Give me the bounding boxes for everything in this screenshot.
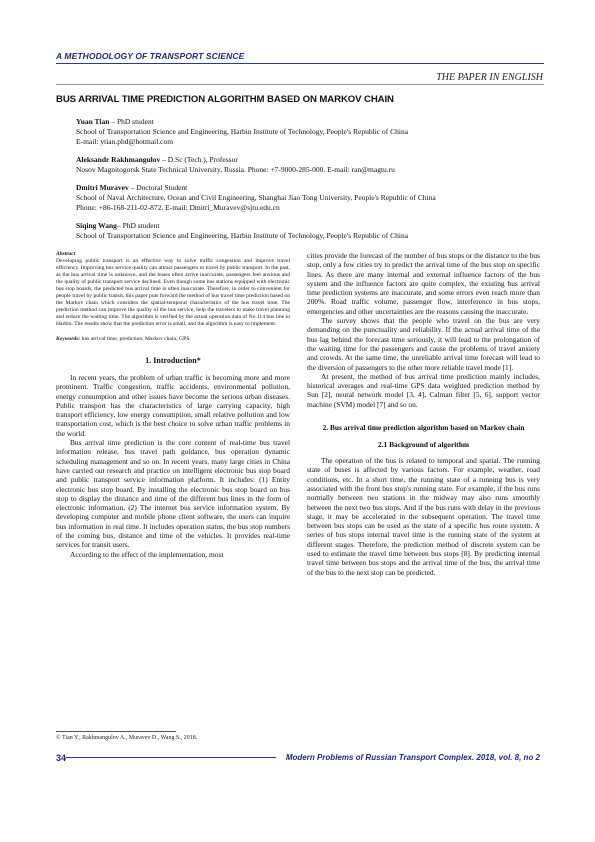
author-contact: Phone: +86-168-211-02-872. E-mail: Dmitri_Muravev@sjtu.edu.cn bbox=[76, 203, 280, 212]
author-affiliation: School of Transportation Science and Engineering, Harbin Institute of Technology, People's Republic of China bbox=[76, 127, 409, 136]
left-column bbox=[56, 251, 290, 559]
author-role: – PhD student bbox=[109, 117, 154, 126]
keywords-text: bus arrival time, prediction, Markov chain, GPS. bbox=[80, 336, 191, 342]
author-name: Aleksandr Rakhmangulov bbox=[76, 155, 161, 164]
author-role: – PhD student bbox=[116, 221, 160, 230]
author-role: – D.Sc (Tech.), Professor bbox=[160, 155, 238, 164]
section-header: A METHODOLOGY OF TRANSPORT SCIENCE bbox=[56, 51, 245, 61]
keywords bbox=[56, 336, 290, 343]
author-name: Dmitri Muravev bbox=[76, 183, 129, 192]
paper-title: BUS ARRIVAL TIME PREDICTION ALGORITHM BASED ON MARKOV CHAIN bbox=[56, 94, 394, 105]
section-heading-introduction: 1. Introduction* bbox=[145, 356, 201, 365]
journal-citation: Modern Problems of Russian Transport Complex. 2018, vol. 8, no 2 bbox=[285, 753, 540, 762]
body-paragraph: The operation of the bus is related to temporal and spatial. The running state of buses is affected by various factors. For example, weather, road conditions, etc. In a short time, the running state of a running bus is very associated with the front bus stop's running state. For example, if the bus runs normally between two stations in the midway may also runs smoothly between the next two bus stops. And if the bus runs with delay in the previous stage, it may be accelerated in the subsequent operation. The travel time between bus stops can be used as the state of a specific bus route system. A series of bus stops internal travel time is the running state of the system at different stages. Therefore, the prediction method of discrete system can be used to estimate the travel time between bus stops [8]. By predicting internal travel time between bus stops and the arrival time of the bus, the arrival time of the bus to the next stop can be predicted. bbox=[307, 456, 540, 577]
paper-language-label: THE PAPER IN ENGLISH bbox=[436, 72, 543, 83]
right-column bbox=[307, 251, 540, 577]
author-contact: E-mail: ytian.phd@hotmail.com bbox=[76, 137, 174, 146]
header-rule-secondary bbox=[56, 84, 544, 85]
abstract-text: Developing public transport is an effective way to solve traffic congestion and improve travel efficiency. Improving bus service quality can attract passengers to travel by public transport. In the past, as the bus arrival time is unknown, and the buses often arrive inaccurate, passengers feel anxious and the quality of public transport service declined. Even though some bus stations equipped with electronic bus stop boards, the predicted bus arrival time is often inaccurate. Therefore, in order to convenient for people travel by public transit, this paper puts forward the method of bus travel time prediction based on the Markov chain which considers the spatial-temporal characteristics of the bus travel time. The prediction method can improve the quality of the bus service, help the travelers to make travel planning and reduce the waiting time. The algorithm is verified by the actual operation data of No.114 bus line in Harbin. The results show that the prediction error is small, and the algorithm is easy to implement. bbox=[56, 258, 290, 327]
author-name: Siqing Wang bbox=[76, 221, 117, 230]
body-paragraph: cities provide the forecast of the number of bus stops or the distance to the bus stop, only a few cities try to predict the arrival time of the bus stop on specific lines. As there are many internal and external influence factors of the bus system and the influence factors are quite complex, the existing bus arrival time prediction systems are inaccurate, and some errors even reach more than 200%. Road traffic volume, passenger flow, interference in bus stops, emergencies and other uncertainties are the reasons causing the inaccurate. bbox=[307, 251, 540, 316]
body-paragraph: In recent years, the problem of urban traffic is becoming more and more prominent. Traffic congestion, traffic accidents, environmental pollution, energy consumption and other issues have become the serious urban diseases. Public transport has the characteristics of large carrying capacity, high transport efficiency, low energy consumption, small relative pollution and low transportation cost, which is the best choice to solve urban traffic problems in the world. bbox=[56, 373, 290, 438]
author-affiliation: School of Naval Architecture, Ocean and Civil Engineering, Shanghai Jiao Tong University, People's Republic of China bbox=[76, 193, 436, 202]
header-rule bbox=[56, 63, 544, 64]
author-entry bbox=[76, 221, 546, 241]
author-entry bbox=[76, 117, 546, 147]
author-role: – Doctoral Student bbox=[128, 183, 188, 192]
author-block bbox=[76, 117, 546, 249]
author-name: Yuan Tian bbox=[76, 117, 110, 126]
author-entry bbox=[76, 155, 546, 175]
author-affiliation: School of Transportation Science and Engineering, Harbin Institute of Technology, People's Republic of China bbox=[76, 231, 409, 240]
footer-rule bbox=[66, 757, 276, 758]
author-affiliation: Nosov Magnitogorsk State Technical University, Russia. Phone: +7-9000-285-000. E-mail: ran@magtu.ru bbox=[76, 165, 395, 174]
subsection-heading-background: 2.1 Background of algorithm bbox=[377, 440, 470, 450]
body-paragraph: At present, the method of bus arrival time prediction mainly includes, historical averages and real-time GPS data weighted prediction method by Sun [2], neural network model [3, 4], Calman filter [5, 6], support vector machine (SVM) model [7] and so on. bbox=[307, 371, 540, 409]
copyright-footnote: © Tian Y., Rakhmangulov A., Muravev D., Wang S., 2018. bbox=[56, 735, 198, 741]
body-paragraph: The survey shows that the people who travel on the bus are very demanding on the punctuality and reliability. If the actual arrival time of the bus lag behind the forecast time seriously, it will lead to the prolongation of the waiting time for the passengers and cause the problems of travel anxiety and crowds. At the same time, the unreliable arrival time forecast will lead to the diversion of passengers to the other more reliable travel mode [1]. bbox=[307, 316, 540, 372]
body-paragraph: According to the effect of the implementation, most bbox=[70, 549, 224, 559]
abstract bbox=[56, 251, 290, 328]
body-paragraph: Bus arrival time prediction is the core content of real-time bus travel information release, bus travel path guidance, bus operation dynamic scheduling management and so on. In recent years, many large cities in China have carried out research and practice on intelligent electronic bus stop board and public transport service information platform. It includes: (1) Entity electronic bus stop board. By installing the electronic bus stop board on bus stop to display the distance and time of the different bus lines in the form of electronic information, (2) The internet bus service information system. By developing computer and mobile phone client software, the users can inquire bus information in real time. It includes operation status, the bus stop numbers of the coming bus, distance and time of the vehicles. It provides real-time services for transit users. bbox=[56, 438, 290, 550]
section-heading-algorithm: 2. Bus arrival time prediction algorithm based on Markov chain bbox=[322, 423, 525, 433]
keywords-label: Keywords: bbox=[56, 336, 81, 342]
footnote-divider bbox=[56, 731, 176, 732]
abstract-label: Abstract bbox=[56, 251, 76, 257]
page-number: 34 bbox=[56, 753, 67, 763]
author-entry bbox=[76, 183, 546, 213]
